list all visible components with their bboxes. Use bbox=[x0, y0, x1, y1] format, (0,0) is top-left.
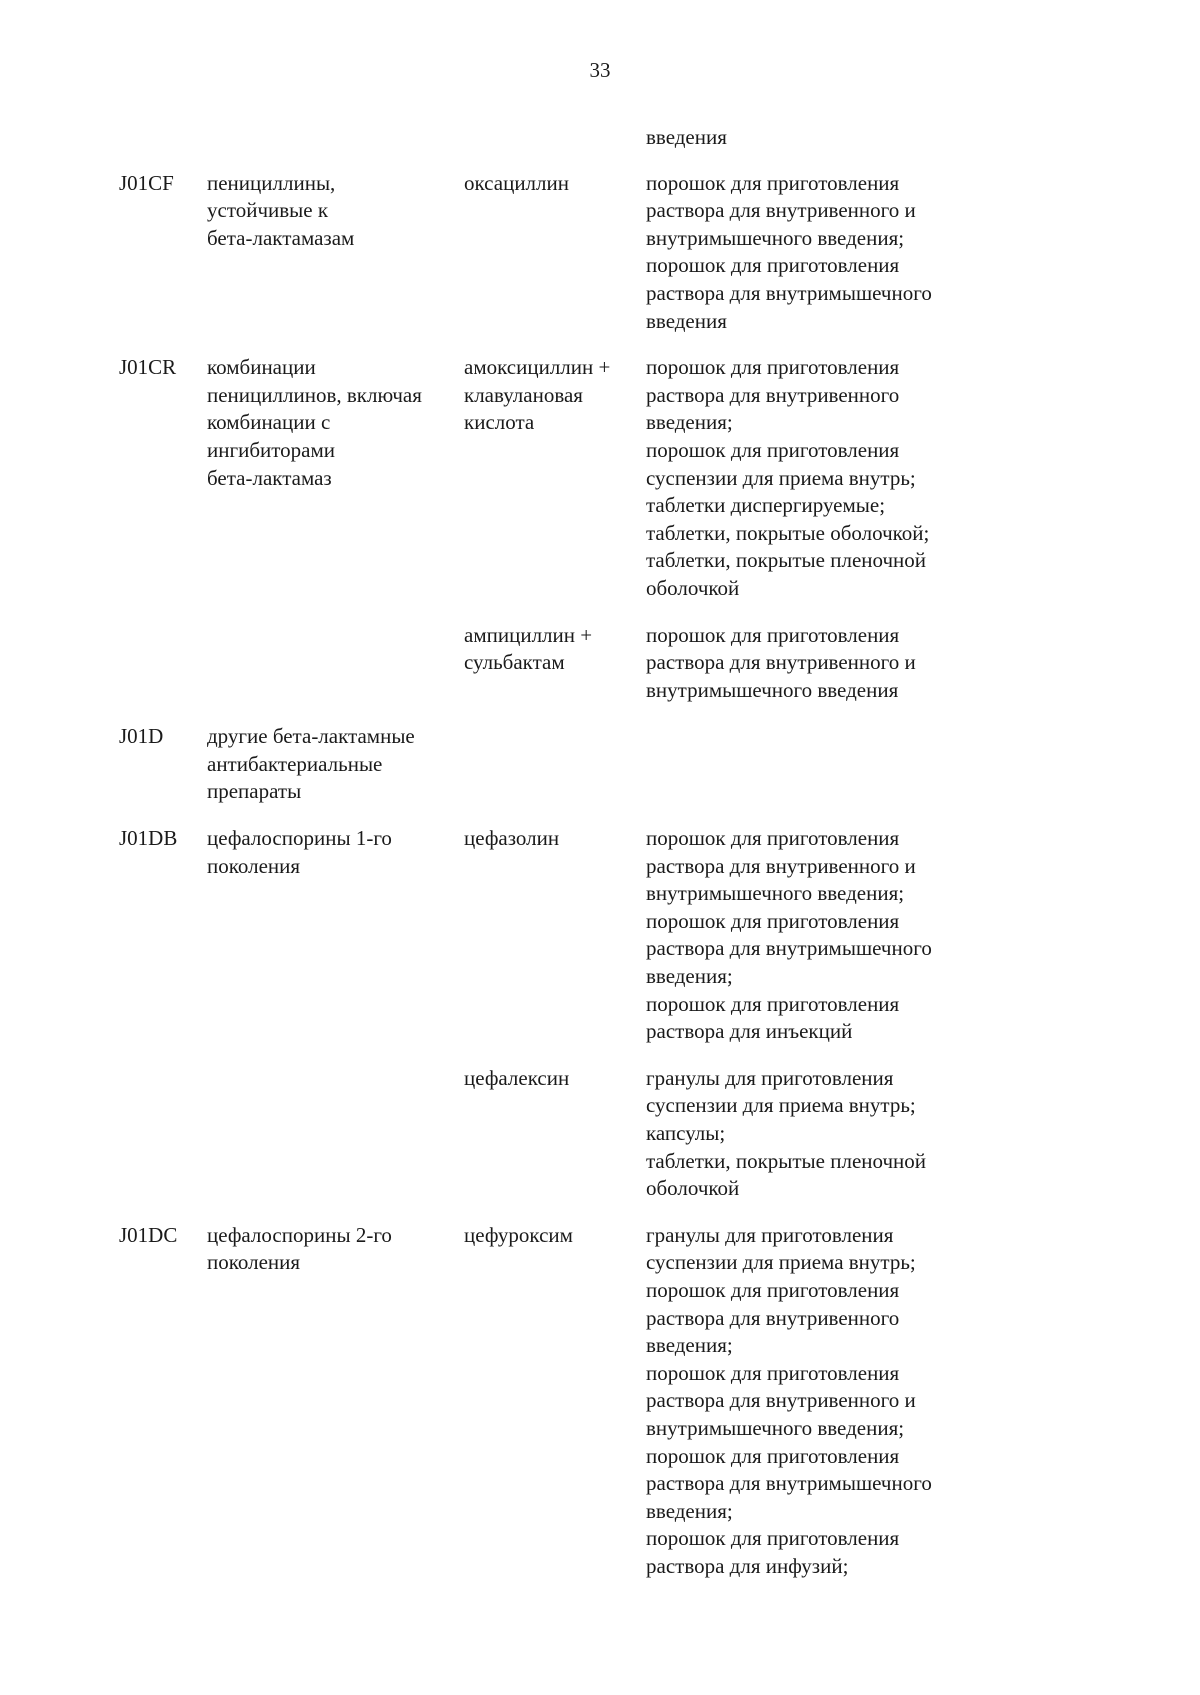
atc-code: J01CF bbox=[119, 170, 174, 195]
anatomical-therapeutic-group bbox=[207, 1065, 464, 1203]
atc-code: J01CR bbox=[119, 355, 177, 380]
anatomical-therapeutic-group: цефалоспорины 1-го поколения bbox=[207, 826, 392, 878]
drug-table bbox=[117, 124, 997, 1581]
drug-name bbox=[464, 124, 646, 152]
anatomical-therapeutic-group bbox=[207, 622, 464, 705]
drug-name: цефазолин bbox=[464, 826, 560, 851]
atc-code: J01DB bbox=[119, 826, 178, 851]
anatomical-therapeutic-group: пенициллины, устойчивые к бета-лактамазам bbox=[207, 170, 355, 250]
drug-name: амоксициллин + клавулановая кислота bbox=[464, 355, 611, 435]
atc-code bbox=[117, 124, 207, 152]
dosage-forms: порошок для приготовления раствора для внутривенного и внутримышечного введения; порошок для приготовления раствора для внутримышечного введения bbox=[646, 170, 932, 333]
atc-code: J01D bbox=[119, 724, 164, 749]
table-row bbox=[117, 354, 997, 602]
drug-name: цефалексин bbox=[464, 1065, 570, 1090]
table-row bbox=[117, 825, 997, 1046]
table-row bbox=[117, 1222, 997, 1581]
anatomical-therapeutic-group bbox=[207, 124, 464, 152]
drug-name: ампициллин + сульбактам bbox=[464, 622, 593, 675]
dosage-forms: введения bbox=[646, 125, 727, 149]
table-row bbox=[117, 124, 997, 152]
drug-name: цефуроксим bbox=[464, 1222, 573, 1247]
anatomical-therapeutic-group: комбинации пенициллинов, включая комбинации с ингибиторами бета-лактамаз bbox=[207, 355, 422, 490]
dosage-forms bbox=[646, 723, 986, 806]
atc-code bbox=[117, 1065, 207, 1203]
anatomical-therapeutic-group: другие бета-лактамные антибактериальные препараты bbox=[207, 724, 415, 804]
table-row bbox=[117, 723, 997, 806]
drug-name: оксациллин bbox=[464, 170, 569, 195]
atc-code: J01DC bbox=[119, 1222, 178, 1247]
table-row bbox=[117, 170, 997, 336]
dosage-forms: порошок для приготовления раствора для внутривенного и внутримышечного введения; порошок для приготовления раствора для внутримышечного введения; порошок для приготовления раствора для инъекций bbox=[646, 826, 932, 1044]
anatomical-therapeutic-group: цефалоспорины 2-го поколения bbox=[207, 1222, 392, 1275]
dosage-forms: порошок для приготовления раствора для внутривенного введения; порошок для приготовления суспензии для приема внутрь; таблетки диспергируемые; таблетки, покрытые оболочкой; таблетки, покрытые пленочной оболочкой bbox=[646, 355, 930, 600]
drug-name bbox=[464, 723, 646, 806]
atc-code bbox=[117, 622, 207, 705]
page-number: 33 bbox=[589, 58, 611, 82]
dosage-forms: порошок для приготовления раствора для внутривенного и внутримышечного введения bbox=[646, 622, 916, 702]
table-row bbox=[117, 622, 997, 705]
dosage-forms: гранулы для приготовления суспензии для приема внутрь; капсулы; таблетки, покрытые пленочной оболочкой bbox=[646, 1065, 927, 1201]
table-row bbox=[117, 1065, 997, 1203]
dosage-forms: гранулы для приготовления суспензии для приема внутрь; порошок для приготовления раствора для внутривенного введения; порошок для приготовления раствора для внутривенного и внутримышечного введения; порошок для приготовления раствора для внутримышечного введения; порошок для приготовления раствора для инфузий; bbox=[646, 1222, 932, 1578]
